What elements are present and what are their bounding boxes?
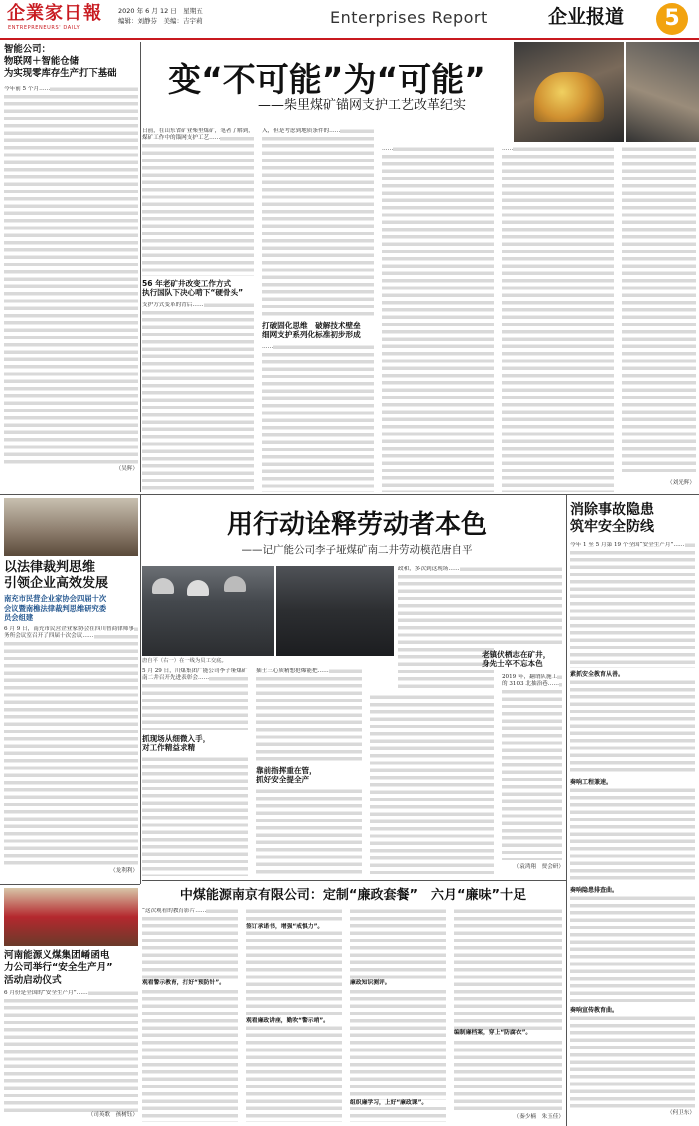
article-body [570,679,695,775]
article-subtitle: ——记广能公司李子垭煤矿南二井劳动模范唐自平 [241,544,473,556]
article-author: （吴辉） [115,466,138,472]
article-subheading: 靠前指挥重在管， 抓好安全提全产 [256,766,317,784]
photo-mine-equipment [626,42,699,142]
article-henan-energy [4,888,138,1122]
miner-helmet [152,578,174,594]
article-body [570,787,695,883]
col-lead: 政和，多次到这现场…… [398,566,460,572]
photo-meeting [4,498,138,556]
article-col-2 [246,908,342,1122]
article-title: 变“不可能”为“可能” [168,60,486,99]
article-title: 智能公司： 物联网＋智能仓储 为实现零库存生产打下基础 [4,44,117,79]
photo-ceremony [4,888,138,946]
column-rule [140,494,141,884]
col-lead: 5 月 29 日，川煤集团广能公司李子垭煤矿南二井召开先进表彰会…… [142,668,248,682]
article-author: （袁鸿翔 贾会研） [513,864,564,870]
article-author: （秦少楠 朱玉佳） [513,1114,564,1120]
article-nanchong [4,498,138,878]
article-subheading: 组织廉学习，上好“廉政课”。 [350,1100,450,1107]
article-col-1 [142,128,254,276]
article-col-3 [398,566,494,690]
article-col-2b [256,788,362,876]
article-body-lead: 今年前 5 个月…… [4,86,51,92]
miner-helmet [187,580,209,596]
article-col-3b [370,694,494,876]
col-lead: 支护方式变革的背后…… [142,302,204,308]
article-subheading: 编制廉档案，穿上“防腐衣”。 [454,1030,562,1037]
article-body-lead: 6 月 9 日，南充市民营企业家协会在四川智商律师事务所会议室召开了四届十次会议…… [4,626,134,640]
newspaper-logo: 企業家日報 [7,3,102,24]
section-rule [142,880,566,881]
section-rule [0,884,140,885]
article-body-lead: 6 月份是全国的“安全生产月”…… [4,990,88,996]
article-title: 河南能源义煤集团崤函电 力公司举行“安全生产月” 活动启动仪式 [4,950,113,986]
article-subheading: 打破固化思维 破解技术壁垒 细网支护系列化标准初步形成 [262,321,361,339]
article-china-coal-nanjing [142,884,564,1124]
article-subheading: 奏响宣传教育曲。 [570,1007,619,1014]
article-col-2 [262,128,374,316]
article-subheading: 56 年老矿井改变工作方式 执行国队下决心啃下“硬骨头” [142,279,244,297]
article-subtitle: ——柴里煤矿锚网支护工艺改革纪实 [257,98,466,113]
photo-miners [142,566,274,656]
article-labor-model [142,498,564,878]
article-subheading: 签订承诺书，增强“戒惧力”。 [246,924,346,931]
col-lead: …… [502,146,514,152]
article-body [4,626,138,868]
photo-miners-work [276,566,394,656]
article-col-5 [622,146,696,476]
article-title: 消除事故隐患 筑牢安全防线 [570,502,654,535]
article-col-4 [454,908,562,1114]
section-cn: 企业报道 [548,6,625,28]
column-rule [566,494,567,1126]
column-rule [140,42,141,492]
article-col-3 [350,908,446,1122]
article-body [570,1015,695,1109]
section-en: Enterprises Report [330,8,488,27]
section-rule [0,494,699,495]
article-subheading: 素抓安全教育从善。 [570,671,625,678]
article-subtitle: 南充市民营企业家协会四届十次 会议暨南樵法律裁判思维研究委 员会组建 [4,594,107,622]
article-author: （司英歌 孩树钰） [87,1112,138,1118]
col-lead: 2019 年，翻谓队施工的 3103 北抽治巷…… [502,674,559,688]
col-lead: 入，但是考虑到地质条件的…… [262,128,341,134]
article-title: 用行动诠释劳动者本色 [226,510,487,540]
photo-caption: 唐自平（右一）在一线为员工交底。 [142,658,227,664]
article-body [4,990,138,1112]
article-col-1b [142,302,254,492]
article-author: （龙利利） [110,868,138,874]
issue-date: 2020 年 6 月 12 日 星期五 [118,7,203,15]
article-body [4,86,138,466]
article-subheading: 奏响隐患排查曲。 [570,887,619,894]
article-author: （刘光辉） [667,480,695,486]
col-lead: 插士三心质精想抢爆能把…… [256,668,329,674]
newspaper-logo-en: ENTREPRENEURS' DAILY [8,25,81,31]
article-col-1 [142,668,248,730]
col-lead: 日前，在山东省矿业柴里煤矿，笔者了解到，煤矿工作中的锚网支护工艺…… [142,128,254,142]
article-col-1 [142,908,238,1122]
article-col-2 [256,668,362,762]
article-smart-company [4,44,138,484]
masthead-rule [0,38,699,40]
article-body [570,895,695,1003]
col-lead: “这次观看的教育影片…… [142,908,207,914]
col-lead: …… [382,146,394,152]
col-lead: …… [262,344,274,350]
article-safety [570,498,695,1122]
photo-coal-mine [514,42,624,142]
article-subheading: 观看警示教育，打好“预防针”。 [142,980,242,987]
article-body-lead: 今年 1 至 5 月第 19 个全国“安全生产月”…… [570,542,685,548]
article-col-4 [502,146,614,492]
article-subheading: 抓现场从细微入手， 对工作精益求精 [142,734,211,752]
article-title: 中煤能源南京有限公司：定制“廉政套餐” 六月“廉味”十足 [179,888,527,903]
editor-credit: 编辑：刘静芬 美编：吉宇莉 [118,17,203,25]
article-title: 以法律裁判思维 引领企业高效发展 [4,560,109,591]
article-chaili-coal [142,42,699,494]
article-subheading: 观看廉政讲座，勤吹“警示哨”。 [246,1018,346,1025]
miner-helmet [224,576,246,592]
article-col-4a [482,566,562,646]
article-col-1b [142,756,248,876]
article-author: （何卫东） [667,1110,695,1116]
article-col-3 [382,146,494,492]
masthead [0,0,699,42]
article-col-2b [262,344,374,492]
article-subheading: 奏响工程兼速。 [570,779,613,786]
helmet-shape [534,72,604,122]
article-subheading: 廉政知识测评。 [350,980,450,987]
article-body [570,542,695,668]
article-subheading: 老镇伏栖志在矿井， 身先士卒不忘本色 [482,650,551,668]
page-number-badge: 5 [656,3,688,35]
article-col-4 [502,674,562,860]
